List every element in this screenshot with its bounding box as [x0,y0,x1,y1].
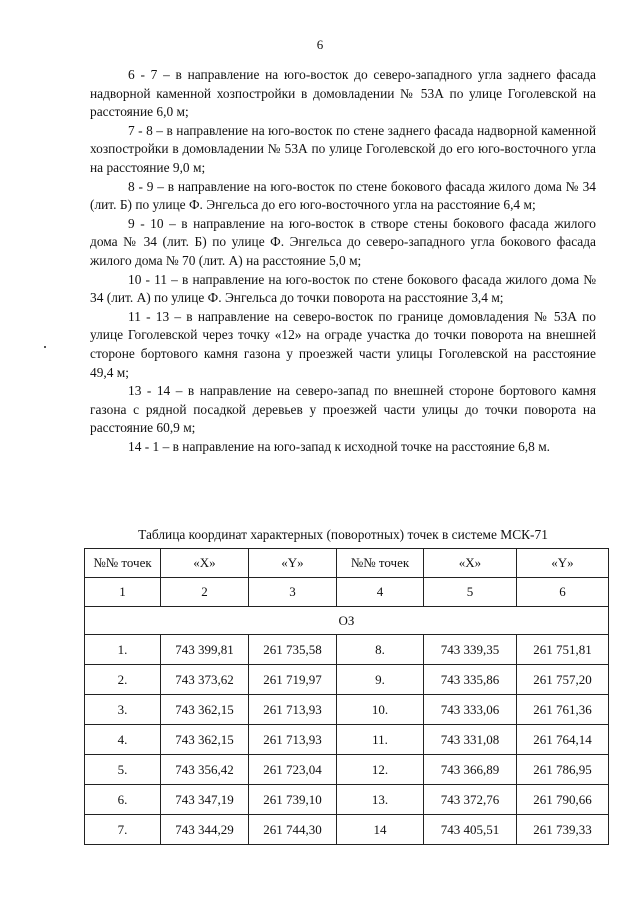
paragraph-10-11: 10 - 11 – в направление на юго-восток по стене бокового фасада жилого дома № 34 (лит. А) по улице Ф. Энгельса до точки поворота на расстояние 3,4 м; [90,271,596,306]
column-number-cell: 2 [161,578,249,607]
table-cell: 261 713,93 [249,725,337,755]
table-cell: 743 347,19 [161,785,249,815]
column-number-row [85,578,609,607]
table-cell: 1. [85,635,161,665]
table-cell: 743 362,15 [161,695,249,725]
table-cell: 743 339,35 [424,635,517,665]
header-cell: «Y» [249,549,337,578]
paragraph-8-9: 8 - 9 – в направление на юго-восток по стене бокового фасада жилого дома № 34 (лит. Б) по улице Ф. Энгельса до его юго-восточного угла на расстояние 6,4 м; [90,178,596,213]
table-cell: 14 [337,815,424,845]
table-cell: 743 331,08 [424,725,517,755]
table-row [85,755,609,785]
table-caption: Таблица координат характерных (поворотных) точек в системе МСК-71 [138,527,548,542]
table-cell: 2. [85,665,161,695]
table-cell: 261 757,20 [517,665,609,695]
column-number-cell: 1 [85,578,161,607]
table-header-row [85,549,609,578]
table-cell: 261 744,30 [249,815,337,845]
table-cell: 261 723,04 [249,755,337,785]
table-cell: 10. [337,695,424,725]
table-cell: 743 405,51 [424,815,517,845]
table-row [85,815,609,845]
paragraph-9-10: 9 - 10 – в направление на юго-восток в створе стены бокового фасада жилого дома № 34 (лит. Б) по улице Ф. Энгельса до северо-западного угла бокового фасада жилого дома № 70 (лит. А) на расстояние 5,0 м; [90,215,596,268]
table-cell: 743 344,29 [161,815,249,845]
table-cell: 5. [85,755,161,785]
paragraph-11-13: 11 - 13 – в направление на северо-восток по границе домовладения № 53А по улице Гоголевской через точку «12» на ограде участка до точки поворота на внешней стороне бортового камня газона у проезжей части улицы Гоголевской на расстояние 49,4 м; [90,308,596,380]
paragraph-14-1: 14 - 1 – в направление на юго-запад к исходной точке на расстояние 6,8 м. [128,438,551,454]
paragraph-7-8: 7 - 8 – в направление на юго-восток по стене заднего фасада надворной каменной хозпостройки в домовладении № 53А по улице Гоголевской до его юго-восточного угла на расстояние 9,0 м; [90,122,596,175]
table-cell: 261 761,36 [517,695,609,725]
table-cell: 261 786,95 [517,755,609,785]
scan-dot [44,346,46,348]
table-cell: 743 366,89 [424,755,517,785]
column-number-cell: 4 [337,578,424,607]
column-number-cell: 3 [249,578,337,607]
table-cell: 261 719,97 [249,665,337,695]
table-cell: 13. [337,785,424,815]
table-cell: 743 372,76 [424,785,517,815]
table-cell: 743 373,62 [161,665,249,695]
table-cell: 743 333,06 [424,695,517,725]
table-row [85,665,609,695]
table-row [85,695,609,725]
table-cell: 9. [337,665,424,695]
header-cell: «Y» [517,549,609,578]
table-cell: 743 356,42 [161,755,249,785]
header-cell: «X» [424,549,517,578]
table-cell: 261 739,10 [249,785,337,815]
table-cell: 6. [85,785,161,815]
table-row [85,785,609,815]
table-cell: 12. [337,755,424,785]
coordinates-table [84,548,609,845]
table-cell: 7. [85,815,161,845]
table-cell: 743 362,15 [161,725,249,755]
boundary-description [90,66,596,456]
table-cell: 8. [337,635,424,665]
table-cell: 4. [85,725,161,755]
paragraph-13-14: 13 - 14 – в направление на северо-запад по внешней стороне бортового камня газона с рядной посадкой деревьев у проезжей части улицы до точки поворота на расстояние 60,9 м; [90,383,596,436]
table-cell: 261 713,93 [249,695,337,725]
table-cell: 261 735,58 [249,635,337,665]
section-label: ОЗ [85,607,609,635]
table-cell: 743 399,81 [161,635,249,665]
table-row [85,725,609,755]
header-cell: №№ точек [85,549,161,578]
table-cell: 261 790,66 [517,785,609,815]
table-cell: 3. [85,695,161,725]
table-cell: 11. [337,725,424,755]
column-number-cell: 5 [424,578,517,607]
table-cell: 261 764,14 [517,725,609,755]
table-cell: 743 335,86 [424,665,517,695]
table-row [85,635,609,665]
column-number-cell: 6 [517,578,609,607]
section-row [85,607,609,635]
header-cell: №№ точек [337,549,424,578]
paragraph-6-7: 6 - 7 – в направление на юго-восток до северо-западного угла заднего фасада надворной каменной хозпостройки в домовладении № 53А по улице Гоголевской на расстояние 6,0 м; [90,67,596,120]
header-cell: «X» [161,549,249,578]
table-cell: 261 739,33 [517,815,609,845]
table-cell: 261 751,81 [517,635,609,665]
page-number: 6 [316,37,324,52]
